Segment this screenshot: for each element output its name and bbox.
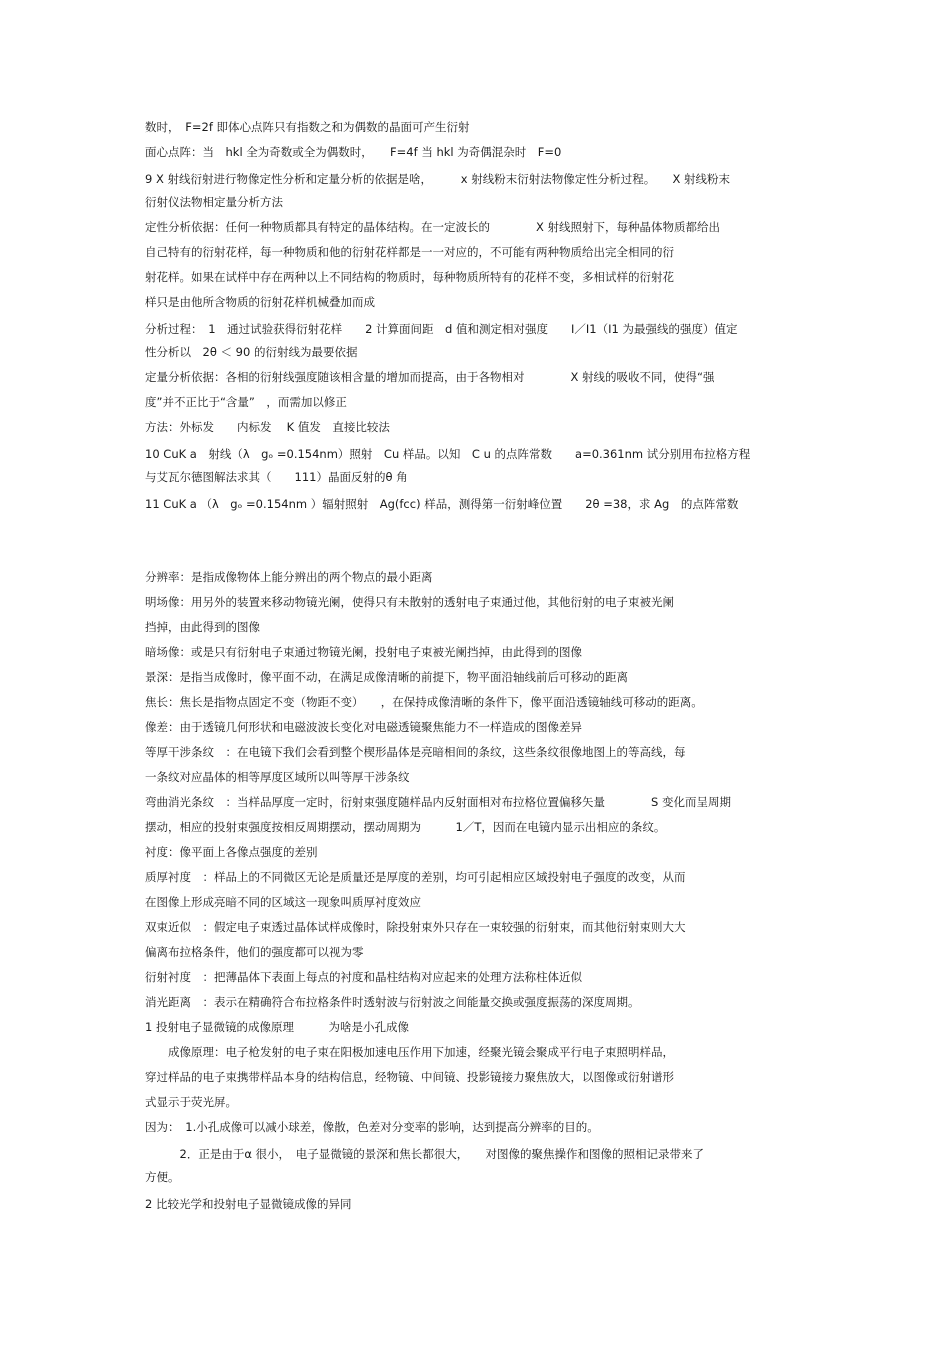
text-line: 与艾瓦尔德图解法求其（ 111）晶面反射的θ 角 bbox=[145, 470, 408, 484]
text-line: 明场像：用另外的装置来移动物镜光阑，使得只有未散射的透射电子束通过他，其他衍射的电子束被光阑 bbox=[145, 595, 674, 609]
text-line: 穿过样品的电子束携带样品本身的结构信息，经物镜、中间镜、投影镜接力聚焦放大，以图像或衍射谱形 bbox=[145, 1070, 674, 1084]
text-line: 方便。 bbox=[145, 1170, 180, 1184]
text-line: 分析过程： 1 通过试验获得衍射花样 2 计算面间距 d 值和测定相对强度 I／I1（I1 为最强线的强度）值定 bbox=[145, 322, 738, 336]
text-line: 2 比较光学和投射电子显微镜成像的异同 bbox=[145, 1197, 352, 1211]
text-line: 性分析以 2θ ＜ 90 的衍射线为最要依据 bbox=[145, 345, 358, 359]
text-line: 10 CuK a 射线（λ gₒ =0.154nm）照射 Cu 样品。以知 C u 的点阵常数 a=0.361nm 试分别用布拉格方程 bbox=[145, 447, 751, 461]
text-line: 1 投射电子显微镜的成像原理 为啥是小孔成像 bbox=[145, 1020, 409, 1034]
text-line: 在图像上形成亮暗不同的区域这一现象叫质厚衬度效应 bbox=[145, 895, 421, 909]
text-line: 面心点阵：当 hkl 全为奇数或全为偶数时， F=4f 当 hkl 为奇偶混杂时 F=0 bbox=[145, 145, 562, 159]
text-line: 定量分析依据：各相的衍射线强度随该相含量的增加而提高，由于各物相对 X 射线的吸收不同，使得“强 bbox=[145, 370, 715, 384]
text-line: 等厚干涉条纹 ：在电镜下我们会看到整个楔形晶体是亮暗相间的条纹，这些条纹很像地图上的等高线，每 bbox=[145, 745, 686, 759]
text-line: 摆动，相应的投射束强度按相反周期摆动，摆动周期为 1／T，因而在电镜内显示出相应的条纹。 bbox=[145, 820, 666, 834]
text-line: 衬度：像平面上各像点强度的差别 bbox=[145, 845, 318, 859]
text-line: 数时， F=2f 即体心点阵只有指数之和为偶数的晶面可产生衍射 bbox=[145, 120, 470, 134]
text-line: 成像原理：电子枪发射的电子束在阳极加速电压作用下加速，经聚光镜会聚成平行电子束照明样品， bbox=[145, 1045, 674, 1059]
text-line: 挡掉，由此得到的图像 bbox=[145, 620, 260, 634]
text-line: 弯曲消光条纹 ：当样品厚度一定时，衍射束强度随样品内反射面相对布拉格位置偏移矢量 S 变化而呈周期 bbox=[145, 795, 731, 809]
text-line: 像差：由于透镜几何形状和电磁波波长变化对电磁透镜聚焦能力不一样造成的图像差异 bbox=[145, 720, 582, 734]
text-line: 分辨率：是指成像物体上能分辨出的两个物点的最小距离 bbox=[145, 570, 433, 584]
text-line: 样只是由他所含物质的衍射花样机械叠加而成 bbox=[145, 295, 375, 309]
text-line: 11 CuK a （λ gₒ =0.154nm ）辐射照射 Ag(fcc) 样品，测得第一衍射峰位置 2θ =38，求 Ag 的点阵常数 bbox=[145, 497, 739, 511]
text-line: 度”并不正比于“含量” ，而需加以修正 bbox=[145, 395, 347, 409]
text-line: 景深：是指当成像时，像平面不动，在满足成像清晰的前提下，物平面沿轴线前后可移动的距离 bbox=[145, 670, 628, 684]
text-line: 一条纹对应晶体的相等厚度区域所以叫等厚干涉条纹 bbox=[145, 770, 410, 784]
text-line: 衍射衬度 ：把薄晶体下表面上每点的衬度和晶柱结构对应起来的处理方法称柱体近似 bbox=[145, 970, 582, 984]
text-line: 2．正是由于α 很小， 电子显微镜的景深和焦长都很大， 对图像的聚焦操作和图像的照相记录带来了 bbox=[145, 1147, 705, 1161]
text-line: 方法：外标发 内标发 K 值发 直接比较法 bbox=[145, 420, 390, 434]
text-line: 式显示于荧光屏。 bbox=[145, 1095, 237, 1109]
text-line: 自己特有的衍射花样，每一种物质和他的衍射花样都是一一对应的，不可能有两种物质给出完全相同的衍 bbox=[145, 245, 674, 259]
text-line: 9 X 射线衍射进行物像定性分析和定量分析的依据是啥， x 射线粉末衍射法物像定性分析过程。 X 射线粉末 bbox=[145, 172, 730, 186]
text-line: 焦长：焦长是指物点固定不变（物距不变） ，在保持成像清晰的条件下，像平面沿透镜轴线可移动的距离。 bbox=[145, 695, 703, 709]
text-line: 质厚衬度 ：样品上的不同微区无论是质量还是厚度的差别，均可引起相应区域投射电子强度的改变，从而 bbox=[145, 870, 686, 884]
text-line: 暗场像：或是只有衍射电子束通过物镜光阑，投射电子束被光阑挡掉，由此得到的图像 bbox=[145, 645, 582, 659]
text-line: 定性分析依据：任何一种物质都具有特定的晶体结构。在一定波长的 X 射线照射下，每种晶体物质都给出 bbox=[145, 220, 721, 234]
text-line: 双束近似 ：假定电子束透过晶体试样成像时，除投射束外只存在一束较强的衍射束，而其他衍射束则大大 bbox=[145, 920, 686, 934]
text-line: 衍射仪法物相定量分析方法 bbox=[145, 195, 283, 209]
text-line: 射花样。如果在试样中存在两种以上不同结构的物质时，每种物质所特有的花样不变，多相试样的衍射花 bbox=[145, 270, 674, 284]
text-line: 消光距离 ：表示在精确符合布拉格条件时透射波与衍射波之间能量交换或强度振荡的深度周期。 bbox=[145, 995, 640, 1009]
text-line: 因为： 1.小孔成像可以减小球差，像散，色差对分变率的影响，达到提高分辨率的目的。 bbox=[145, 1120, 599, 1134]
text-line: 偏离布拉格条件，他们的强度都可以视为零 bbox=[145, 945, 364, 959]
